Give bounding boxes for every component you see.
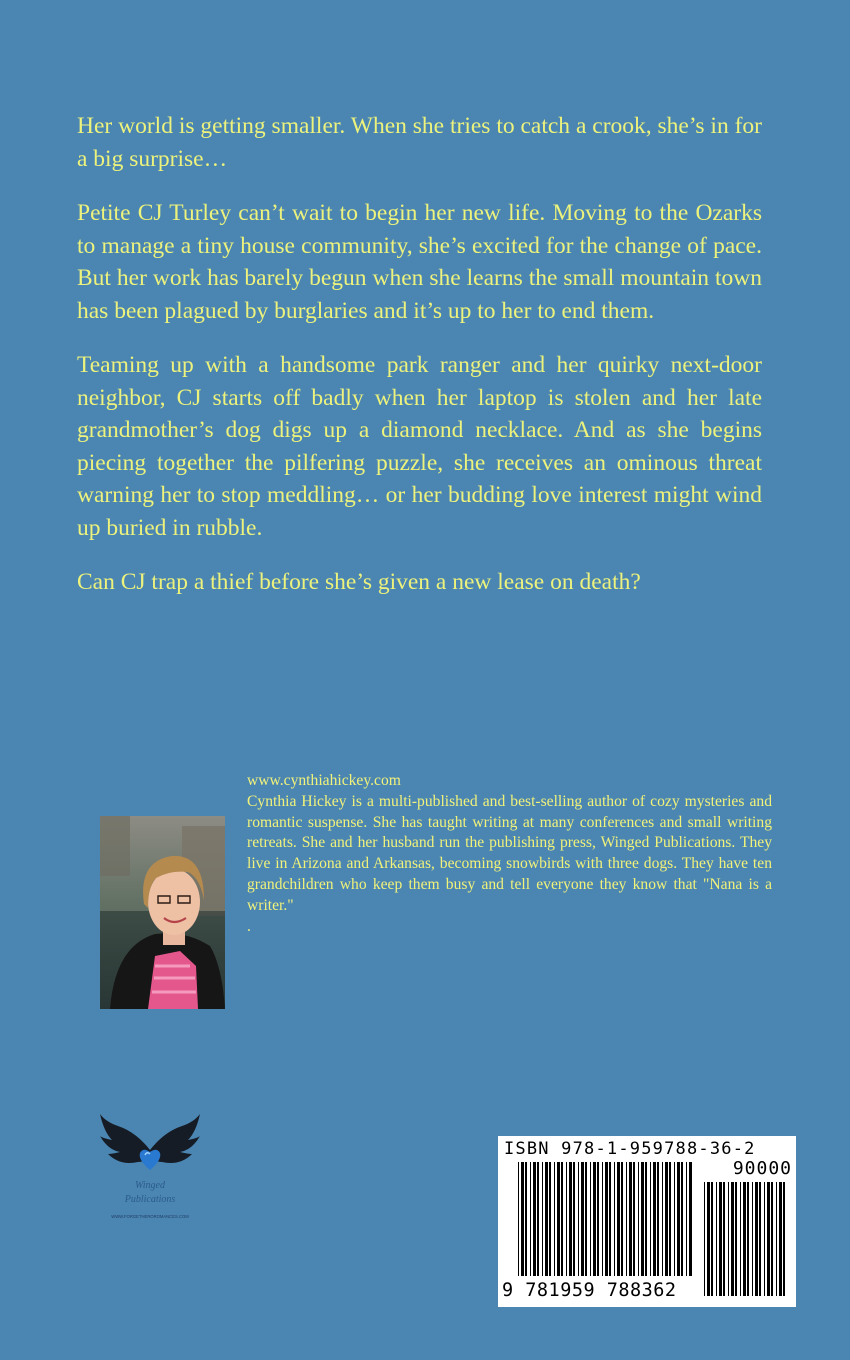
barcode-bar <box>569 1162 572 1276</box>
barcode-bar <box>549 1162 551 1276</box>
barcode-bar <box>755 1182 758 1296</box>
barcode-bar <box>783 1182 785 1296</box>
isbn-barcode <box>498 1136 796 1307</box>
author-bio <box>247 771 772 937</box>
barcode-bar <box>578 1162 579 1276</box>
barcode-bar <box>735 1182 737 1296</box>
barcode-bar <box>590 1162 591 1276</box>
barcode-bar <box>573 1162 575 1276</box>
barcode-bar <box>669 1162 671 1276</box>
barcode-bar <box>752 1182 753 1296</box>
barcode-bar <box>723 1182 725 1296</box>
barcode-bar <box>633 1162 635 1276</box>
barcode-bar <box>779 1182 782 1296</box>
barcode-bar <box>561 1162 563 1276</box>
barcode-bar <box>533 1162 536 1276</box>
barcode-bar <box>677 1162 680 1276</box>
author-website[interactable]: www.cynthiahickey.com <box>247 772 401 789</box>
blurb-question: Can CJ trap a thief before she’s given a new lease on death? <box>77 569 641 595</box>
barcode-bar <box>689 1162 692 1276</box>
publisher-url[interactable]: WWW.FORGETHEROROMANCES.COM <box>111 1214 189 1219</box>
barcode-bar <box>728 1182 729 1296</box>
barcode-bar <box>593 1162 596 1276</box>
barcode-bar <box>530 1162 531 1276</box>
barcode-bar <box>521 1162 524 1276</box>
barcode-addon: 90000 <box>732 1158 792 1179</box>
barcode-bar <box>537 1162 539 1276</box>
barcode-bar <box>776 1182 777 1296</box>
barcode-bar <box>707 1182 710 1296</box>
barcode-bar <box>704 1182 705 1296</box>
barcode-bar <box>617 1162 620 1276</box>
barcode-bar <box>665 1162 668 1276</box>
barcode-bar <box>597 1162 599 1276</box>
barcode-bar <box>566 1162 567 1276</box>
back-cover-blurb <box>77 110 762 621</box>
publisher-logo <box>98 1110 202 1222</box>
barcode-bar <box>585 1162 587 1276</box>
barcode-bar <box>614 1162 615 1276</box>
barcode-bar <box>674 1162 675 1276</box>
barcode-bar <box>653 1162 656 1276</box>
barcode-bar <box>602 1162 603 1276</box>
isbn-label: ISBN 978-1-959788-36-2 <box>504 1139 756 1159</box>
barcode-bar <box>641 1162 644 1276</box>
barcode-bar <box>605 1162 608 1276</box>
barcode-bar <box>518 1162 519 1276</box>
barcode-digits: 9 781959 788362 <box>502 1280 677 1301</box>
barcode-bar <box>740 1182 741 1296</box>
barcode-bar <box>764 1182 765 1296</box>
blurb-hook: Her world is getting smaller. When she tries to catch a crook, she’s in for a big surprise… <box>77 113 762 172</box>
barcode-bar <box>525 1162 527 1276</box>
barcode-bar <box>759 1182 761 1296</box>
blurb-paragraph-1: Petite CJ Turley can’t wait to begin her new life. Moving to the Ozarks to manage a tiny house community, she’s excited for the change of pace. But her work has barely begun when she learns the small mountain town has been plagued by burglaries and it’s up to her to end them. <box>77 200 762 324</box>
publisher-name-line2: Publications <box>124 1194 176 1205</box>
barcode-bar <box>609 1162 611 1276</box>
author-bio-text: Cynthia Hickey is a multi-published and best-selling author of cozy mysteries and romantic suspense. She has taught writing at many conferences and small writing retreats. She and her husband run the publishing press, Winged Publications. They live in Arizona and Arkansas, becoming snowbirds with three dogs. They have ten grandchildren who keep them busy and tell everyone they know that "Nana is a writer." <box>247 792 772 914</box>
barcode-bar <box>657 1162 659 1276</box>
barcode-bar <box>747 1182 749 1296</box>
barcode-bar <box>650 1162 651 1276</box>
barcode-bar <box>557 1162 560 1276</box>
barcode-bar <box>686 1162 687 1276</box>
barcode-bar <box>767 1182 770 1296</box>
blurb-paragraph-2: Teaming up with a handsome park ranger and her quirky next-door neighbor, CJ starts off badly when her laptop is stolen and her late grandmother’s dog digs up a diamond necklace. And as she begins piecing together the pilfering puzzle, she receives an ominous threat warning her to stop meddling… or her budding love interest might wind up buried in rubble. <box>77 352 762 541</box>
barcode-bar <box>545 1162 548 1276</box>
barcode-bar <box>626 1162 627 1276</box>
barcode-bar <box>638 1162 639 1276</box>
barcode-bar <box>719 1182 722 1296</box>
barcode-bar <box>581 1162 584 1276</box>
barcode-bar <box>645 1162 647 1276</box>
author-bio-trailing-mark: . <box>247 917 251 935</box>
barcode-bar <box>731 1182 734 1296</box>
barcode-bar <box>681 1162 683 1276</box>
barcode-bar <box>743 1182 746 1296</box>
winged-heart-icon <box>98 1110 202 1180</box>
barcode-bar <box>621 1162 623 1276</box>
barcode-bar <box>542 1162 543 1276</box>
barcode-bar <box>771 1182 773 1296</box>
publisher-name-line1: Winged <box>135 1180 165 1191</box>
barcode-bar <box>629 1162 632 1276</box>
barcode-bar <box>662 1162 663 1276</box>
barcode-bar <box>554 1162 555 1276</box>
barcode-bar <box>711 1182 713 1296</box>
author-photo <box>100 816 225 1009</box>
barcode-bar <box>716 1182 717 1296</box>
